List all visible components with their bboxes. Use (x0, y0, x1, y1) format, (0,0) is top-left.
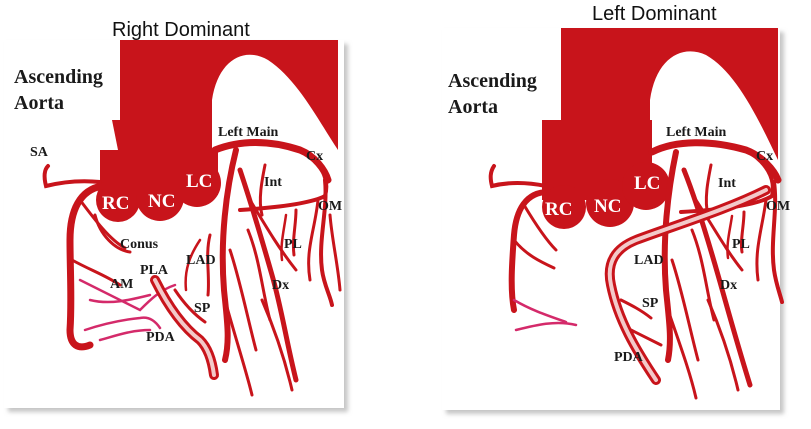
lad-label: LAD (186, 253, 216, 268)
int-label: Int (264, 175, 282, 190)
panel-title: Left Dominant (592, 3, 717, 25)
am-label: AM (110, 277, 134, 292)
pda-label: PDA (614, 350, 643, 365)
nc-label: NC (148, 191, 176, 212)
sa-label: SA (30, 145, 48, 160)
rc-label: RC (545, 199, 573, 220)
pl-label: PL (284, 237, 302, 252)
panel-title: Right Dominant (112, 19, 250, 41)
sp-label: SP (642, 296, 659, 311)
lc-label: LC (186, 171, 213, 192)
left-main-label: Left Main (666, 125, 727, 140)
conus-label: Conus (120, 237, 159, 252)
cx-label: Cx (756, 149, 774, 164)
ascending-label: Ascending (14, 66, 103, 88)
ascending-label: Ascending (448, 70, 537, 92)
lad-label: LAD (634, 253, 664, 268)
pl-label: PL (732, 237, 750, 252)
aorta-label: Aorta (14, 92, 64, 114)
right-dominant-panel (0, 0, 405, 429)
dx-label: Dx (720, 278, 738, 293)
left-dominant-panel (406, 0, 811, 429)
right-dominant-artery-diagram (0, 0, 405, 429)
pla-label: PLA (140, 263, 168, 278)
pda-label: PDA (146, 330, 175, 345)
cx-label: Cx (306, 149, 324, 164)
om-label: OM (318, 199, 343, 214)
nc-label: NC (594, 196, 622, 217)
left-main-label: Left Main (218, 125, 279, 140)
dx-label: Dx (272, 278, 290, 293)
int-label: Int (718, 176, 736, 191)
rc-label: RC (102, 193, 130, 214)
sp-label: SP (194, 301, 211, 316)
om-label: OM (766, 199, 791, 214)
lc-label: LC (634, 173, 661, 194)
aorta-label: Aorta (448, 96, 498, 118)
